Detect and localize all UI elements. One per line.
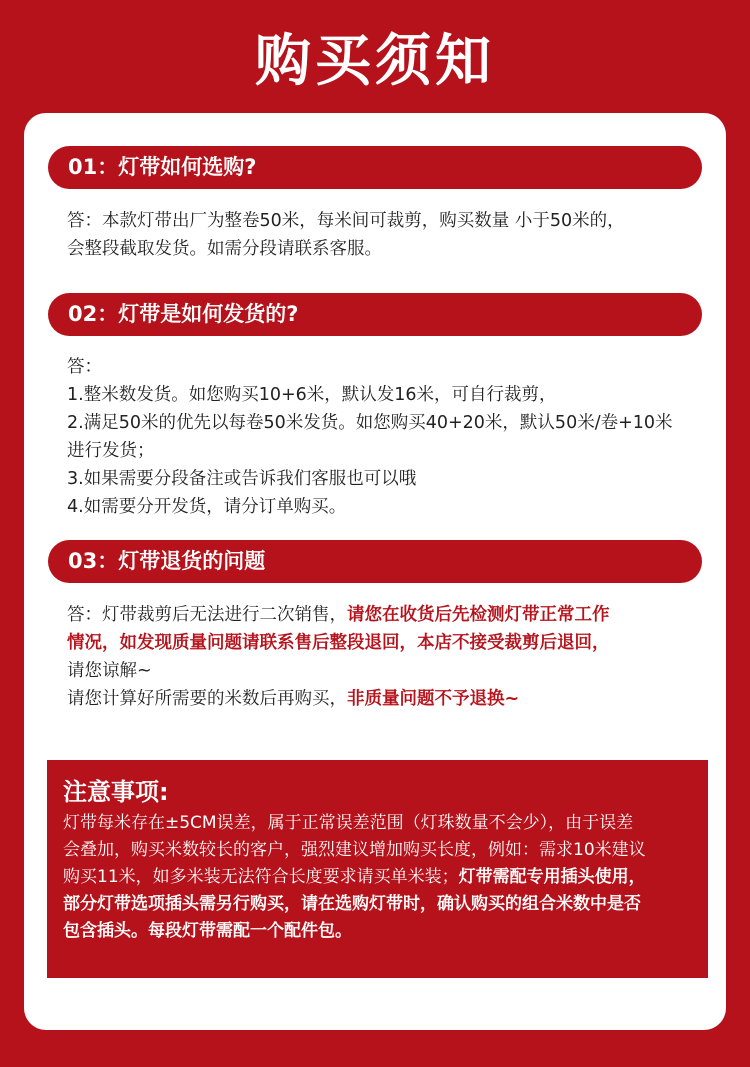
- notice-card: [24, 113, 726, 1030]
- answer-line: [67, 685, 707, 713]
- notice-line: [63, 864, 692, 891]
- answer-highlight: 请您在收货后先检测灯带正常工作: [347, 605, 610, 625]
- answer-line: 进行发货；: [67, 441, 155, 461]
- section-01-answer: [67, 207, 707, 263]
- answer-line: 请您谅解~: [67, 661, 152, 681]
- answer-line: 答：本款灯带出厂为整卷50米，每米间可裁剪，购买数量 小于50米的，: [67, 211, 625, 231]
- notice-box: [47, 760, 708, 978]
- answer-line: 2.满足50米的优先以每卷50米发货。如您购买40+20米，默认50米/卷+10米: [67, 413, 673, 433]
- answer-highlight: 非质量问题不予退换~: [347, 689, 520, 709]
- section-01-banner: [48, 146, 702, 189]
- answer-text: 答：灯带裁剪后无法进行二次销售，: [67, 605, 347, 625]
- notice-text: 购买11米，如多米装无法符合长度要求请买单米装；: [63, 867, 459, 887]
- notice-line: 部分灯带选项插头需另行购买，请在选购灯带时，确认购买的组合米数中是否: [63, 894, 641, 914]
- page-title: 购买须知: [255, 29, 495, 94]
- section-02-title: 02：灯带是如何发货的?: [68, 302, 299, 326]
- section-02-answer: [67, 353, 707, 521]
- notice-body: [63, 810, 692, 945]
- section-01-title: 01：灯带如何选购?: [68, 155, 257, 179]
- notice-title: 注意事项:: [63, 778, 169, 806]
- answer-line: [67, 629, 707, 657]
- notice-bold-text: 灯带需配专用插头使用，: [458, 867, 646, 887]
- section-03-answer: [67, 601, 707, 713]
- section-03-title: 03：灯带退货的问题: [68, 549, 266, 573]
- answer-text: 请您计算好所需要的米数后再购买，: [67, 689, 347, 709]
- answer-line: 1.整米数发货。如您购买10+6米，默认发16米，可自行裁剪，: [67, 385, 557, 405]
- notice-line: 灯带每米存在±5CM误差，属于正常误差范围（灯珠数量不会少），由于误差: [63, 813, 634, 833]
- answer-line: 会整段截取发货。如需分段请联系客服。: [67, 239, 382, 259]
- answer-highlight: 情况，如发现质量问题请联系售后整段退回，本店不接受裁剪后退回，: [67, 633, 610, 653]
- answer-line: 3.如果需要分段备注或告诉我们客服也可以哦: [67, 469, 417, 489]
- notice-line: 包含插头。每段灯带需配一个配件包。: [63, 921, 352, 941]
- answer-line: 答：: [67, 357, 102, 377]
- section-02-banner: [48, 293, 702, 336]
- answer-line: 4.如需要分开发货，请分订单购买。: [67, 497, 347, 517]
- section-03-banner: [48, 540, 702, 583]
- notice-line: 会叠加，购买米数较长的客户，强烈建议增加购买长度，例如：需求10米建议: [63, 840, 646, 860]
- answer-line: [67, 601, 707, 629]
